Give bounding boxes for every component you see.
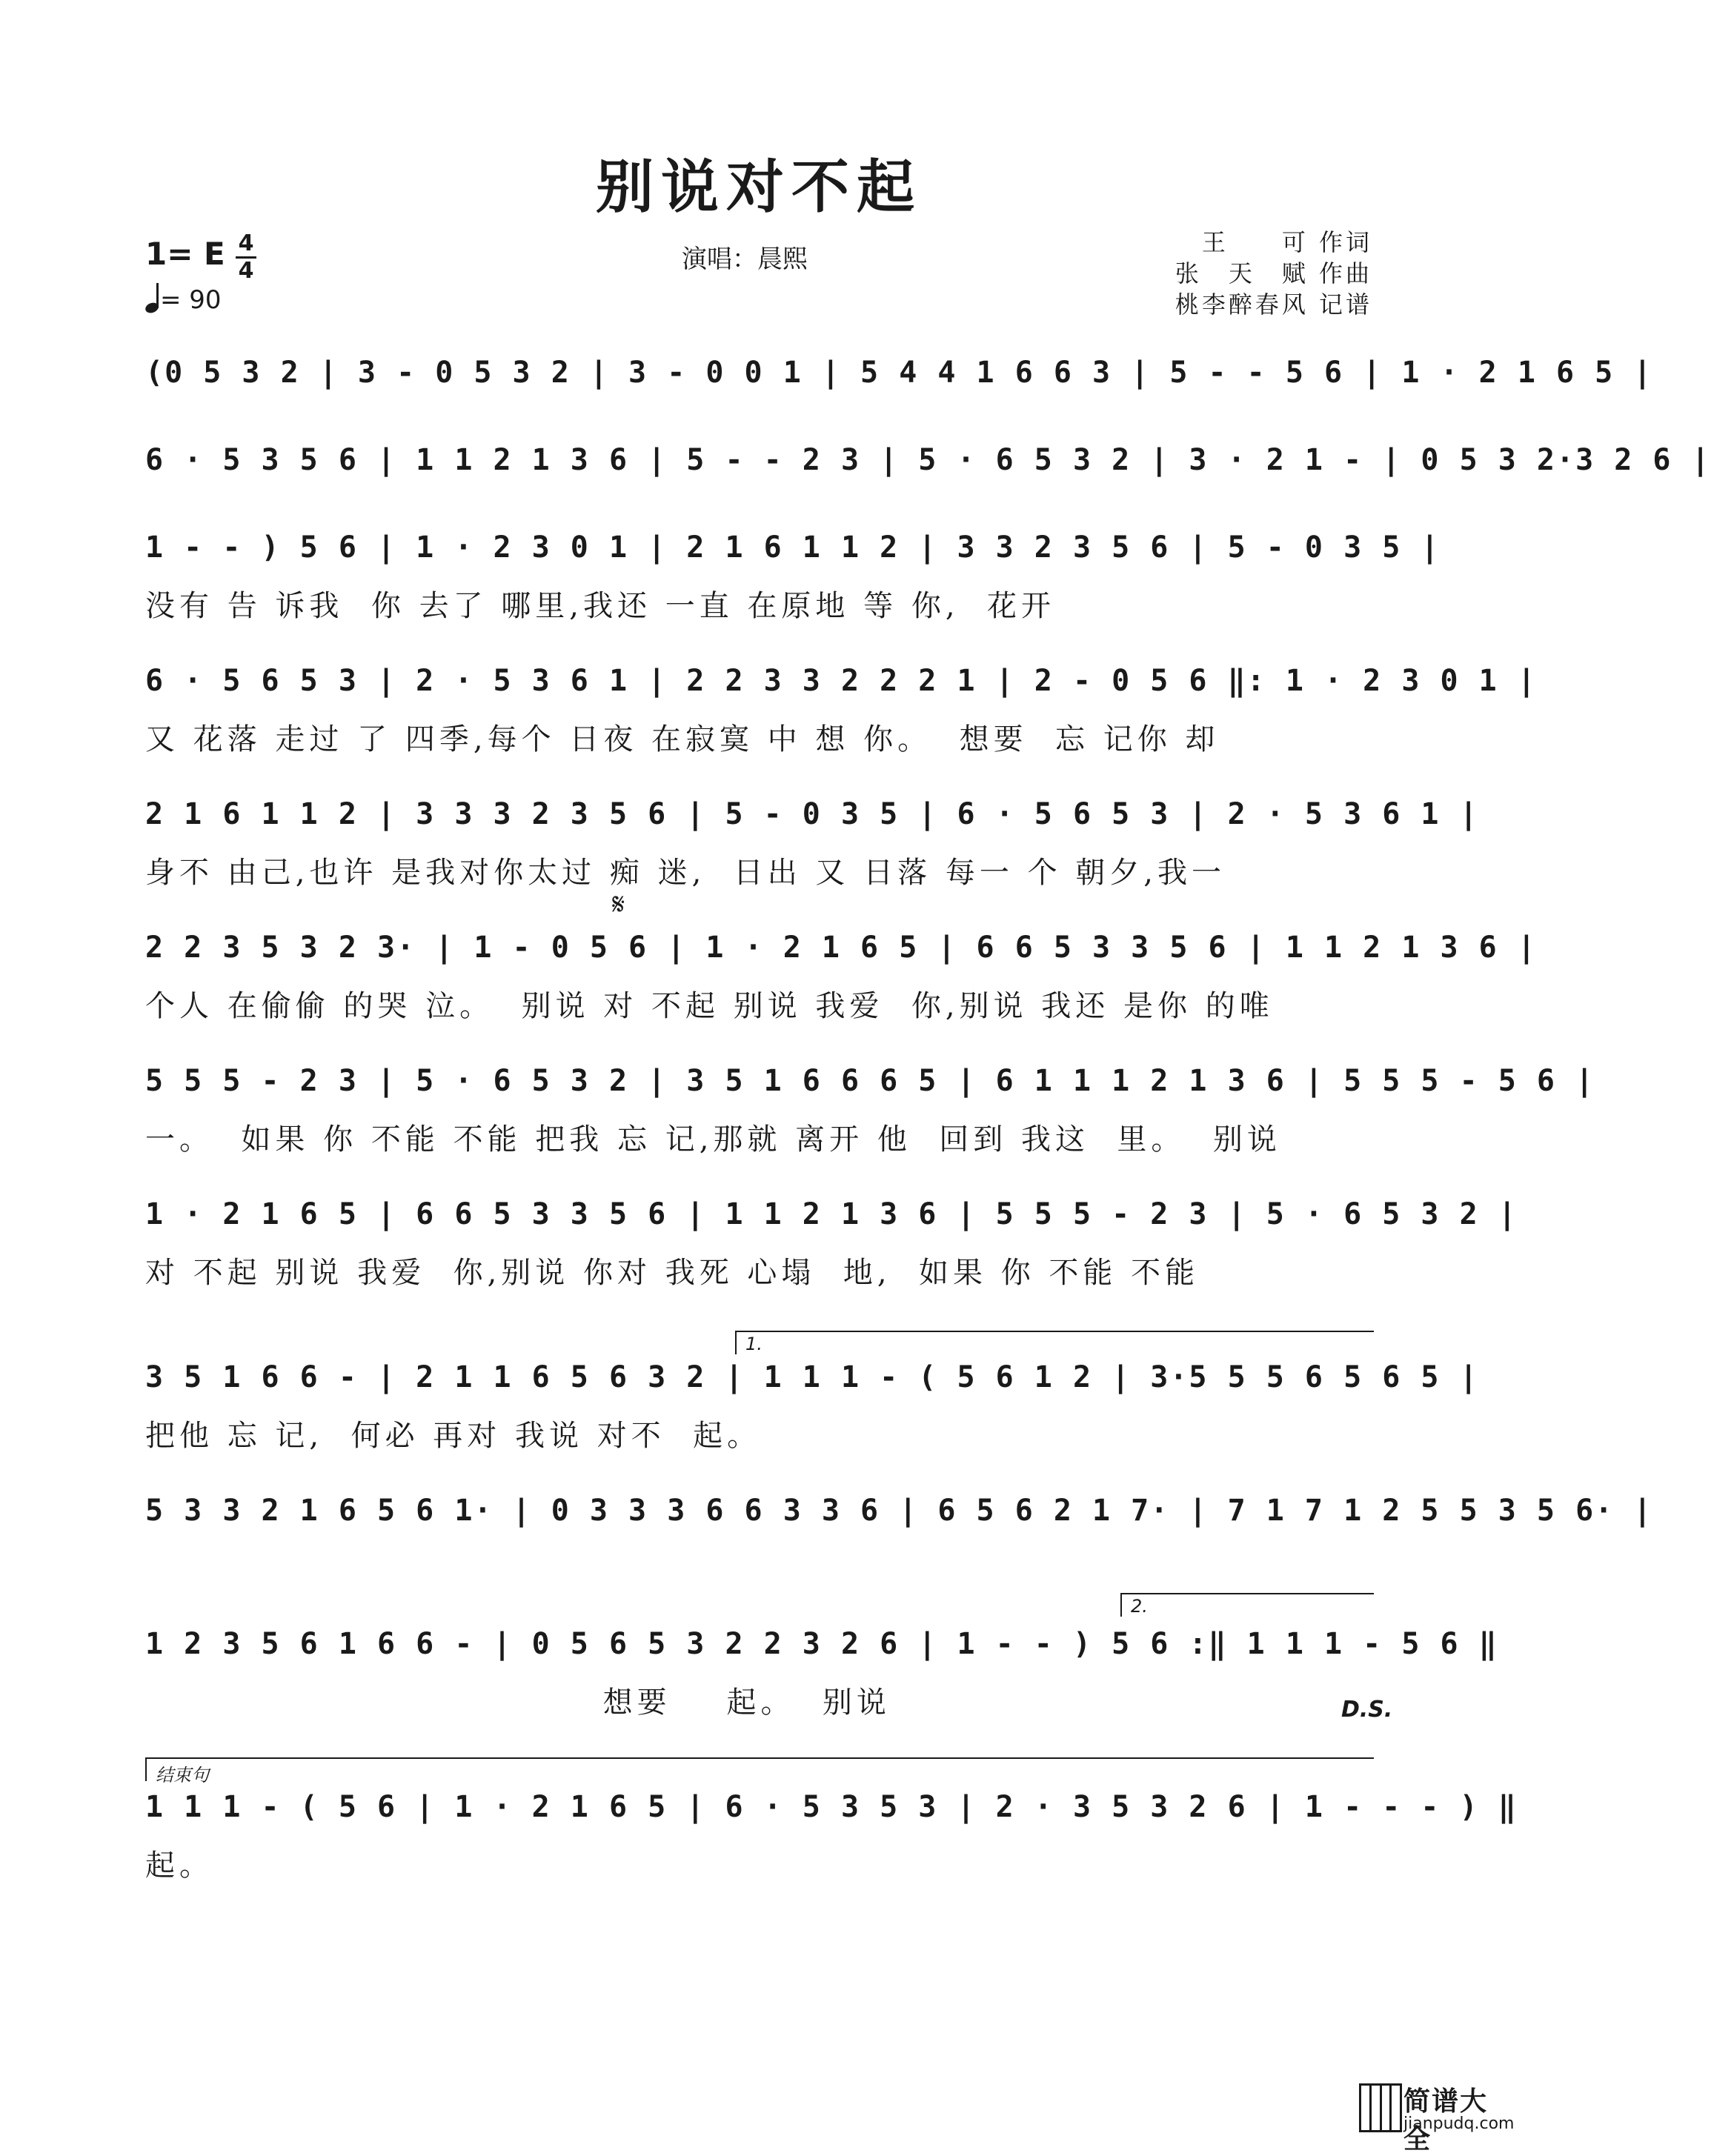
song-title: 别说对不起 (595, 153, 922, 221)
quarter-note-icon (145, 283, 160, 313)
notation-line: 1 1 1 - ( 5 6 | 1 · 2 1 6 5 | 6 · 5 3 5 3 | 2 · 3 5 3 2 6 | 1 - - - ) ‖ (145, 1790, 1518, 1824)
lyric-line: 起。 (145, 1849, 213, 1883)
composer-credit: 张 天 赋 作曲 (1175, 259, 1372, 287)
tempo-value: = 90 (160, 285, 222, 315)
notation-line: 1 - - ) 5 6 | 1 · 2 3 0 1 | 2 1 6 1 1 2 | 3 3 2 3 5 6 | 5 - 0 3 5 | (145, 530, 1441, 565)
lyric-line: 个人 在偷偷 的哭 泣。 别说 对 不起 别说 我爱 你,别说 我还 是你 的唯 (145, 989, 1274, 1023)
second-ending-bracket (1120, 1593, 1374, 1617)
lyric-line: 想要 起。 别说 (145, 1686, 891, 1720)
coda-bracket (145, 1757, 1374, 1786)
tempo-marking (145, 283, 222, 315)
transcriber-credit: 桃李醉春风 记谱 (1175, 290, 1372, 319)
watermark-logo (1359, 2080, 1515, 2155)
time-signature (236, 230, 256, 284)
notation-line: 2 1 6 1 1 2 | 3 3 3 2 3 5 6 | 5 - 0 3 5 | 6 · 5 6 5 3 | 2 · 5 3 6 1 | (145, 797, 1479, 831)
first-ending-label: 1. (745, 1334, 763, 1354)
key-signature: 1= E (145, 236, 225, 272)
time-signature-bottom: 4 (238, 258, 254, 284)
notation-line: (0 5 3 2 | 3 - 0 5 3 2 | 3 - 0 0 1 | 5 4 4 1 6 6 3 | 5 - - 5 6 | 1 · 2 1 6 5 | (145, 356, 1653, 390)
coda-label: 结束句 (156, 1765, 209, 1786)
first-ending-bracket (735, 1331, 1374, 1354)
lyric-line: 一。 如果 你 不能 不能 把我 忘 记,那就 离开 他 回到 我这 里。 别说 (145, 1122, 1281, 1157)
second-ending-label: 2. (1131, 1596, 1148, 1617)
notation-line: 6 · 5 3 5 6 | 1 1 2 1 3 6 | 5 - - 2 3 | 5 · 6 5 3 2 | 3 · 2 1 - | 0 5 3 2·3 2 6 | (145, 443, 1711, 477)
lyric-line: 把他 忘 记, 何必 再对 我说 对不 起。 (145, 1419, 762, 1453)
credits (1175, 227, 1372, 320)
lyricist-credit: 王 可 作词 (1201, 228, 1372, 256)
lyric-line: 又 花落 走过 了 四季,每个 日夜 在寂寞 中 想 你。 想要 忘 记你 却 (145, 722, 1220, 756)
notation-line: 5 5 5 - 2 3 | 5 · 6 5 3 2 | 3 5 1 6 6 6 5 | 6 1 1 1 2 1 3 6 | 5 5 5 - 5 6 | (145, 1064, 1595, 1098)
singer-credit: 演唱：晨熙 (682, 244, 808, 274)
lyric-line: 身不 由己,也许 是我对你太过 痴 迷, 日出 又 日落 每一 个 朝夕,我一 (145, 856, 1226, 890)
notation-line: 5 3 3 2 1 6 5 6 1· | 0 3 3 3 6 6 3 3 6 | 6 5 6 2 1 7· | 7 1 7 1 2 5 5 3 5 6· | (145, 1494, 1653, 1528)
notation-line: 1 2 3 5 6 1 6 6 - | 0 5 6 5 3 2 2 3 2 6 | 1 - - ) 5 6 :‖ 1 1 1 - 5 6 ‖ (145, 1627, 1498, 1661)
lyric-line: 没有 告 诉我 你 去了 哪里,我还 一直 在原地 等 你, 花开 (145, 589, 1056, 623)
notation-line: 3 5 1 6 6 - | 2 1 1 6 5 6 3 2 | 1 1 1 - ( 5 6 1 2 | 3·5 5 5 6 5 6 5 | (145, 1360, 1479, 1394)
watermark-name: 简谱大全 (1403, 2086, 1489, 2155)
ds-marking: D.S. (1341, 1697, 1393, 1723)
piano-keys-icon (1359, 2083, 1402, 2132)
notation-line: 6 · 5 6 5 3 | 2 · 5 3 6 1 | 2 2 3 3 2 2 2 1 | 2 - 0 5 6 ‖: 1 · 2 3 0 1 | (145, 664, 1537, 698)
notation-line: 1 · 2 1 6 5 | 6 6 5 3 3 5 6 | 1 1 2 1 3 6 | 5 5 5 - 2 3 | 5 · 6 5 3 2 | (145, 1197, 1518, 1231)
segno-sign: 𝄋 (612, 888, 625, 922)
time-signature-top: 4 (238, 230, 254, 256)
notation-line: 2 2 3 5 3 2 3· | 1 - 0 5 6 | 1 · 2 1 6 5 | 6 6 5 3 3 5 6 | 1 1 2 1 3 6 | (145, 931, 1537, 965)
lyric-line: 对 不起 别说 我爱 你,别说 你对 我死 心塌 地, 如果 你 不能 不能 (145, 1256, 1200, 1290)
watermark-url: jianpudq.com (1403, 2115, 1515, 2133)
